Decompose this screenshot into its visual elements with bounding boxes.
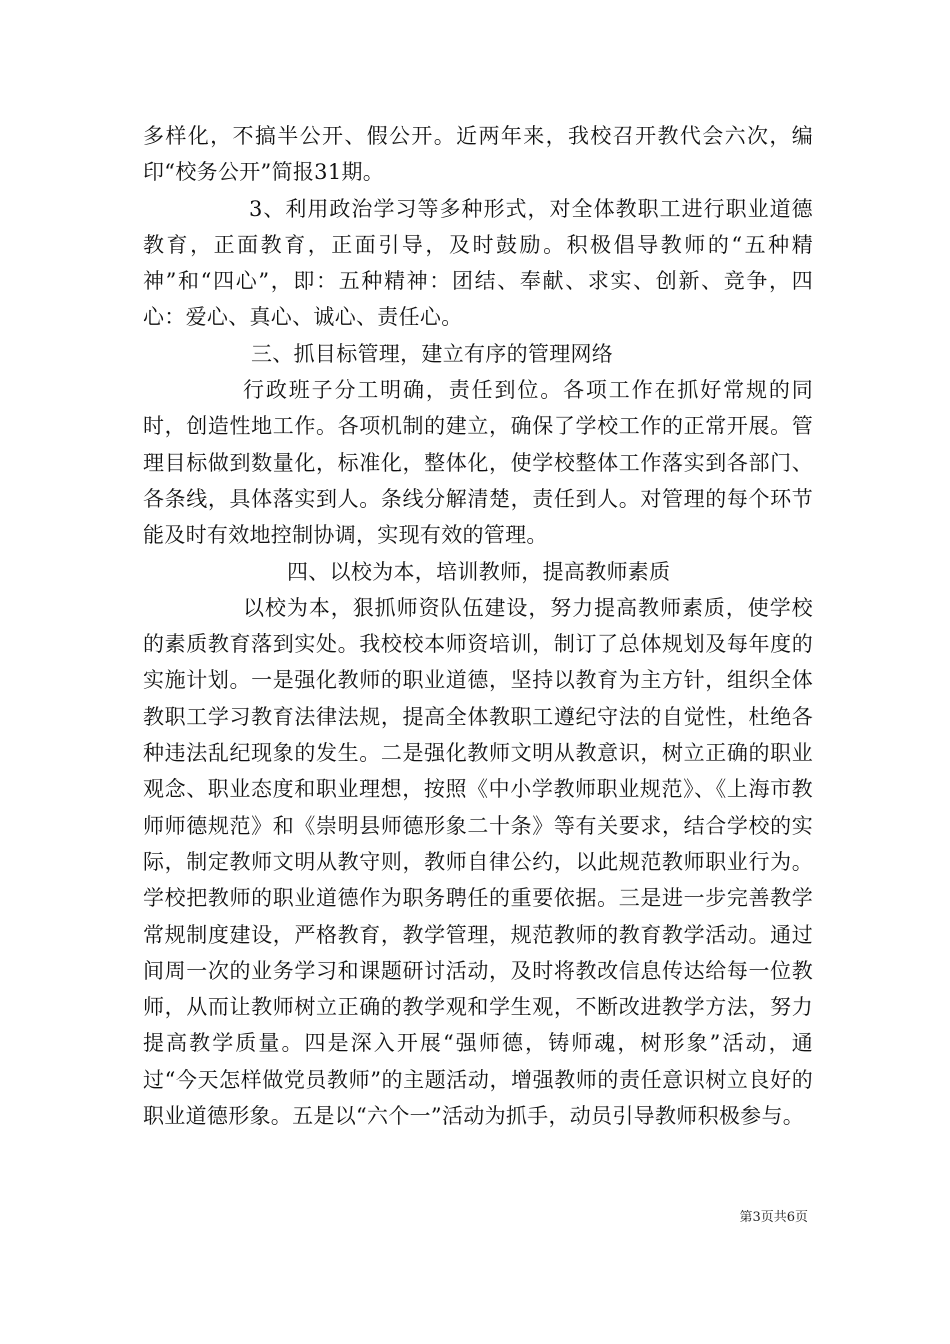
section-heading-4: 四、以校为本，培训教师，提高教师素质 bbox=[287, 559, 671, 584]
paragraph-item-3: 3、利用政治学习等多种形式，对全体教职工进行职业道德教育，正面教育，正面引导，及时鼓励。积极倡导教师的“五种精神”和“四心”，即：五种精神：团结、奉献、求实、创新、竞争，四心：爱心、真心、诚心、责任心。 bbox=[143, 196, 813, 330]
paragraph-target-management: 行政班子分工明确，责任到位。各项工作在抓好常规的同时，创造性地工作。各项机制的建立，确保了学校工作的正常开展。管理目标做到数量化，标准化，整体化，使学校整体工作落实到各部门、各条线，具体落实到人。条线分解清楚，责任到人。对管理的每个环节能及时有效地控制协调，实现有效的管理。 bbox=[143, 378, 813, 548]
paragraph-continuation: 多样化，不搞半公开、假公开。近两年来，我校召开教代会六次，编印“校务公开”简报31期。 bbox=[143, 124, 813, 185]
section-heading-3: 三、抓目标管理，建立有序的管理网络 bbox=[251, 341, 614, 366]
document-body bbox=[143, 118, 813, 1134]
page-number: 第3页共6页 bbox=[739, 1210, 808, 1225]
paragraph-teacher-training: 以校为本，狠抓师资队伍建设，努力提高教师素质，使学校的素质教育落到实处。我校校本师资培训，制订了总体规划及每年度的实施计划。一是强化教师的职业道德，坚持以教育为主方针，组织全体教职工学习教育法律法规，提高全体教职工遵纪守法的自觉性，杜绝各种违法乱纪现象的发生。二是强化教师文明从教意识，树立正确的职业观念、职业态度和职业理想，按照《中小学教师职业规范》、《上海市教师师德规范》和《崇明县师德形象二十条》等有关要求，结合学校的实际，制定教师文明从教守则，教师自律公约，以此规范教师职业行为。学校把教师的职业道德作为职务聘任的重要依据。三是进一步完善教学常规制度建设，严格教育，教学管理，规范教师的教育教学活动。通过间周一次的业务学习和课题研讨活动，及时将教改信息传达给每一位教师，从而让教师树立正确的教学观和学生观，不断改进教学方法，努力提高教学质量。四是深入开展“强师德，铸师魂，树形象”活动，通过“今天怎样做党员教师”的主题活动，增强教师的责任意识树立良好的职业道德形象。五是以“六个一”活动为抓手，动员引导教师积极参与。 bbox=[143, 595, 813, 1129]
